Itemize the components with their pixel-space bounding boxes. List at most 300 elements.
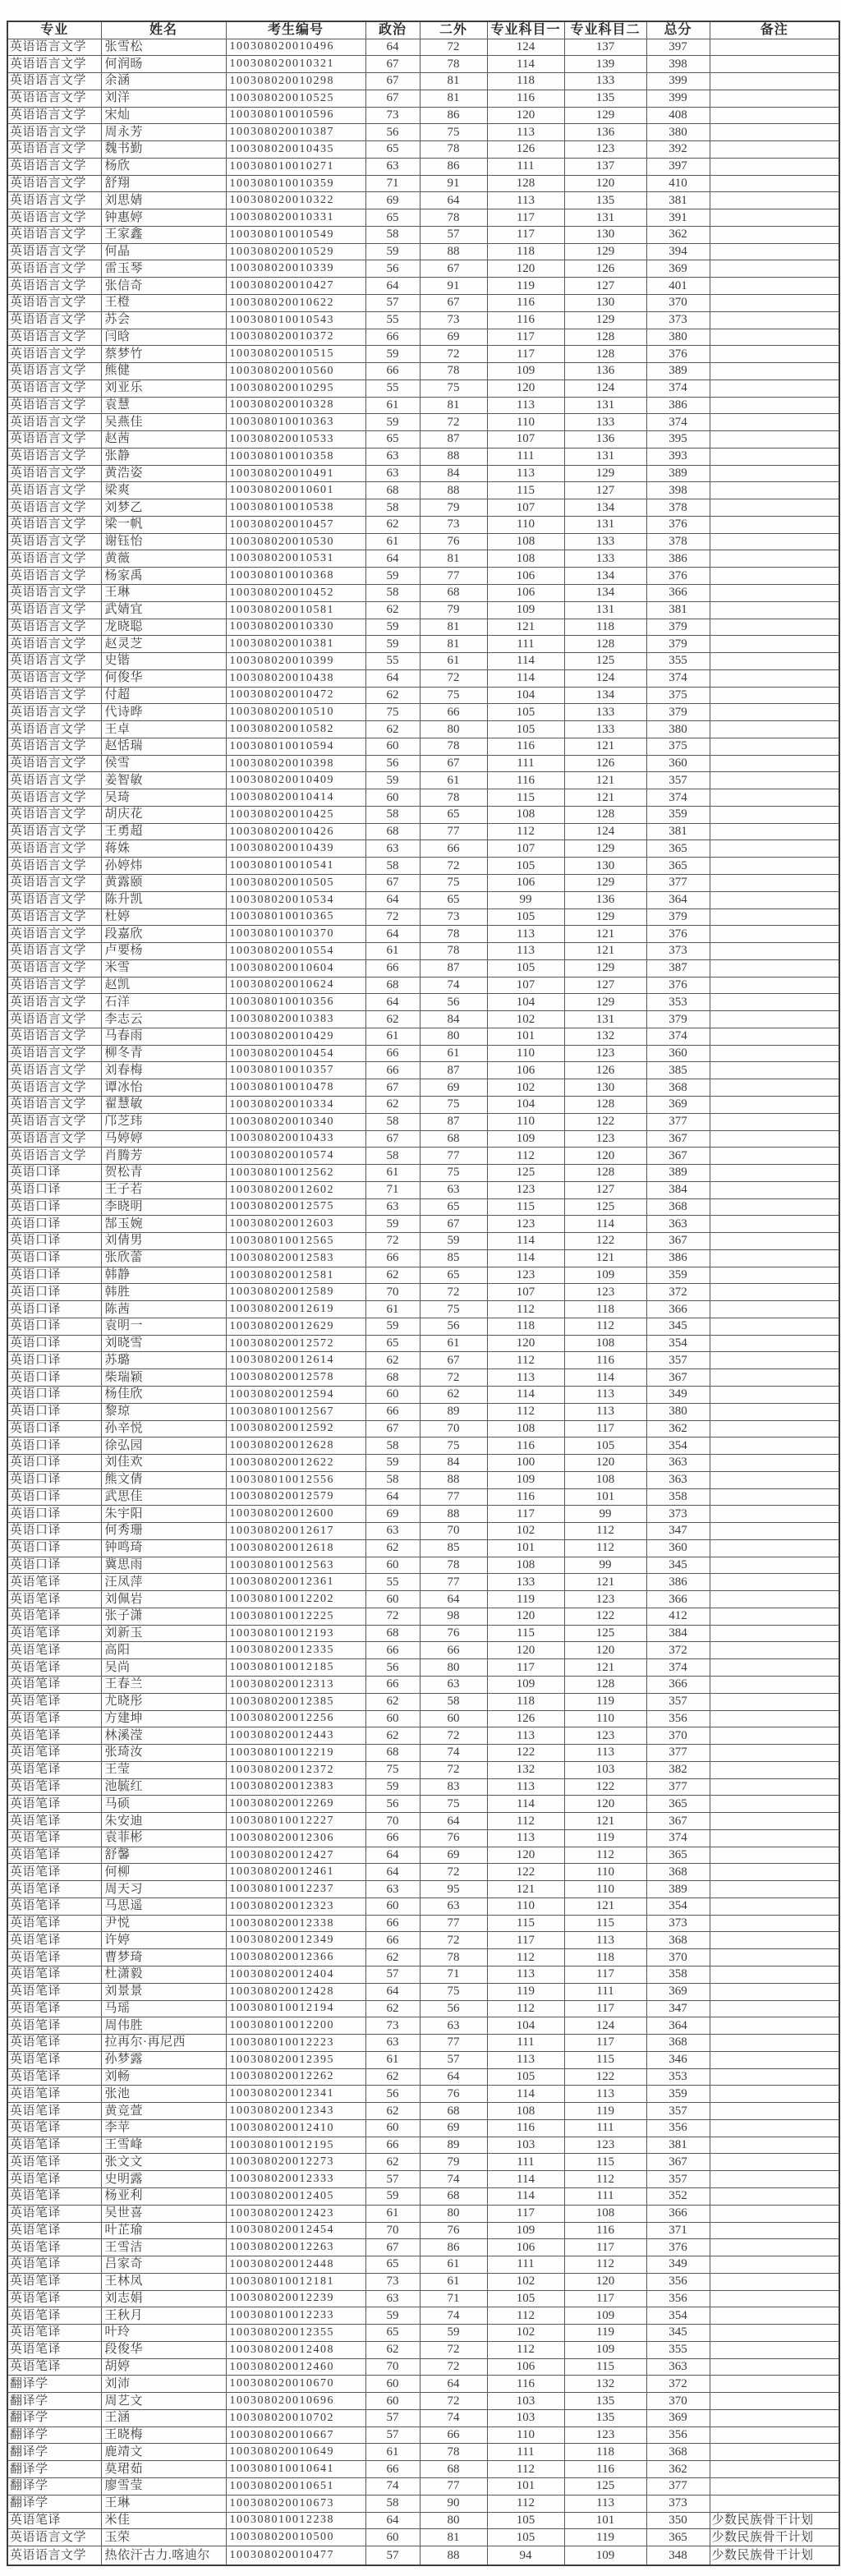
cell-politics: 72 xyxy=(365,908,420,926)
cell-major: 英语笔译 xyxy=(7,2222,101,2239)
cell-remark xyxy=(710,1045,839,1062)
cell-major-subject-1: 105 xyxy=(487,959,564,977)
cell-major-subject-2: 134 xyxy=(564,499,646,517)
cell-politics: 68 xyxy=(365,1369,420,1387)
cell-major-subject-2: 128 xyxy=(564,1096,646,1113)
cell-total: 372 xyxy=(646,2376,710,2393)
cell-candidate-id: 100308020012385 xyxy=(226,1693,365,1710)
cell-major-subject-2: 131 xyxy=(564,209,646,227)
cell-remark xyxy=(710,1352,839,1369)
cell-candidate-id: 100308020010534 xyxy=(226,891,365,908)
cell-name: 杜潇毅 xyxy=(101,1966,226,1984)
cell-second-foreign-language: 72 xyxy=(420,2358,487,2376)
cell-second-foreign-language: 63 xyxy=(420,1898,487,1915)
cell-candidate-id: 100308020010622 xyxy=(226,294,365,311)
cell-second-foreign-language: 76 xyxy=(420,533,487,550)
table-row xyxy=(7,243,839,260)
cell-name: 张文文 xyxy=(101,2154,226,2171)
cell-second-foreign-language: 66 xyxy=(420,840,487,858)
cell-major-subject-1: 111 xyxy=(487,2035,564,2052)
cell-major: 翻译学 xyxy=(7,2461,101,2478)
cell-name: 卢要杨 xyxy=(101,943,226,960)
cell-total: 349 xyxy=(646,2256,710,2274)
cell-major-subject-1: 112 xyxy=(487,2307,564,2325)
cell-major: 英语口译 xyxy=(7,1455,101,1472)
cell-second-foreign-language: 74 xyxy=(420,977,487,994)
cell-second-foreign-language: 73 xyxy=(420,908,487,926)
cell-name: 刘沛 xyxy=(101,2376,226,2393)
cell-politics: 59 xyxy=(365,2307,420,2325)
table-row xyxy=(7,1591,839,1608)
table-row xyxy=(7,1455,839,1472)
cell-name: 王莹 xyxy=(101,1761,226,1778)
cell-major-subject-1: 112 xyxy=(487,2461,564,2478)
cell-politics: 60 xyxy=(365,2119,420,2137)
cell-candidate-id: 100308020012594 xyxy=(226,1386,365,1403)
cell-candidate-id: 100308010012238 xyxy=(226,2512,365,2529)
cell-second-foreign-language: 78 xyxy=(420,926,487,943)
cell-total: 365 xyxy=(646,2529,710,2546)
cell-candidate-id: 100308020010387 xyxy=(226,124,365,141)
cell-major-subject-2: 122 xyxy=(564,1233,646,1250)
cell-candidate-id: 100308020010491 xyxy=(226,465,365,482)
cell-major-subject-1: 110 xyxy=(487,2426,564,2444)
cell-major-subject-1: 113 xyxy=(487,1778,564,1796)
cell-politics: 66 xyxy=(365,1932,420,1949)
cell-name: 刘佩岩 xyxy=(101,1591,226,1608)
cell-remark xyxy=(710,311,839,329)
cell-name: 王卓 xyxy=(101,721,226,738)
cell-remark xyxy=(710,1335,839,1352)
cell-major-subject-1: 105 xyxy=(487,2512,564,2529)
cell-second-foreign-language: 98 xyxy=(420,1608,487,1625)
cell-major-subject-1: 100 xyxy=(487,1455,564,1472)
cell-second-foreign-language: 78 xyxy=(420,2444,487,2461)
table-row xyxy=(7,943,839,960)
cell-politics: 71 xyxy=(365,175,420,192)
table-row xyxy=(7,2119,839,2137)
cell-candidate-id: 100308020012581 xyxy=(226,1267,365,1284)
cell-major-subject-2: 121 xyxy=(564,1249,646,1267)
cell-major-subject-2: 119 xyxy=(564,2325,646,2342)
cell-second-foreign-language: 63 xyxy=(420,2017,487,2035)
cell-candidate-id: 100308010012556 xyxy=(226,1471,365,1488)
cell-major: 英语笔译 xyxy=(7,2171,101,2188)
cell-second-foreign-language: 80 xyxy=(420,2512,487,2529)
cell-second-foreign-language: 89 xyxy=(420,1403,487,1420)
table-row xyxy=(7,2017,839,2035)
cell-total: 365 xyxy=(646,1847,710,1864)
cell-candidate-id: 100308020010331 xyxy=(226,209,365,227)
cell-candidate-id: 100308010010356 xyxy=(226,994,365,1011)
cell-major-subject-1: 99 xyxy=(487,891,564,908)
cell-major-subject-2: 113 xyxy=(564,1403,646,1420)
cell-name: 周永芳 xyxy=(101,124,226,141)
cell-name: 王子若 xyxy=(101,1181,226,1198)
cell-major: 英语语言文学 xyxy=(7,329,101,346)
table-row xyxy=(7,2171,839,2188)
cell-major-subject-1: 133 xyxy=(487,1574,564,1591)
cell-name: 王橙 xyxy=(101,294,226,311)
cell-major-subject-1: 106 xyxy=(487,568,564,585)
cell-second-foreign-language: 59 xyxy=(420,1233,487,1250)
cell-remark xyxy=(710,243,839,260)
table-row xyxy=(7,1813,839,1830)
cell-major-subject-1: 118 xyxy=(487,1693,564,1710)
cell-major-subject-2: 123 xyxy=(564,1284,646,1301)
table-row xyxy=(7,1420,839,1438)
cell-candidate-id: 100308020010429 xyxy=(226,1028,365,1045)
cell-politics: 63 xyxy=(365,465,420,482)
cell-candidate-id: 100308020012239 xyxy=(226,2290,365,2307)
cell-total: 369 xyxy=(646,2409,710,2426)
cell-major-subject-1: 116 xyxy=(487,2376,564,2393)
cell-remark xyxy=(710,414,839,431)
cell-major-subject-2: 128 xyxy=(564,1677,646,1694)
cell-total: 410 xyxy=(646,175,710,192)
cell-major-subject-1: 111 xyxy=(487,448,564,465)
cell-second-foreign-language: 61 xyxy=(420,772,487,789)
cell-candidate-id: 100308010010357 xyxy=(226,1062,365,1079)
cell-second-foreign-language: 76 xyxy=(420,1829,487,1847)
cell-total: 360 xyxy=(646,1045,710,1062)
cell-name: 史明露 xyxy=(101,2171,226,2188)
cell-candidate-id: 100308010012563 xyxy=(226,1557,365,1574)
cell-major-subject-2: 131 xyxy=(564,601,646,619)
cell-name: 杨家禹 xyxy=(101,568,226,585)
cell-politics: 58 xyxy=(365,1438,420,1455)
cell-name: 拉再尔·再尼西 xyxy=(101,2035,226,2052)
cell-remark xyxy=(710,1881,839,1898)
cell-major-subject-1: 111 xyxy=(487,2444,564,2461)
table-row xyxy=(7,2273,839,2290)
cell-second-foreign-language: 61 xyxy=(420,2256,487,2274)
cell-second-foreign-language: 69 xyxy=(420,329,487,346)
cell-second-foreign-language: 80 xyxy=(420,1659,487,1677)
cell-total: 357 xyxy=(646,2171,710,2188)
cell-total: 372 xyxy=(646,1642,710,1659)
cell-major: 英语语言文学 xyxy=(7,499,101,517)
cell-politics: 62 xyxy=(365,2154,420,2171)
cell-remark xyxy=(710,1249,839,1267)
cell-major-subject-1: 115 xyxy=(487,1915,564,1932)
cell-major-subject-2: 117 xyxy=(564,2000,646,2017)
cell-major-subject-2: 123 xyxy=(564,1045,646,1062)
cell-name: 池毓红 xyxy=(101,1778,226,1796)
cell-second-foreign-language: 77 xyxy=(420,1488,487,1506)
cell-name: 赵凯 xyxy=(101,977,226,994)
cell-second-foreign-language: 57 xyxy=(420,226,487,243)
cell-name: 闫晗 xyxy=(101,329,226,346)
cell-second-foreign-language: 75 xyxy=(420,1301,487,1318)
cell-total: 377 xyxy=(646,2477,710,2495)
cell-remark xyxy=(710,669,839,687)
cell-major-subject-2: 125 xyxy=(564,2477,646,2495)
cell-second-foreign-language: 86 xyxy=(420,158,487,175)
cell-major-subject-1: 110 xyxy=(487,1045,564,1062)
table-row xyxy=(7,601,839,619)
cell-major-subject-2: 127 xyxy=(564,278,646,295)
cell-remark xyxy=(710,1761,839,1778)
cell-total: 399 xyxy=(646,73,710,90)
cell-major-subject-1: 114 xyxy=(487,669,564,687)
cell-remark xyxy=(710,2000,839,2017)
cell-second-foreign-language: 63 xyxy=(420,1181,487,1198)
cell-major: 英语语言文学 xyxy=(7,1148,101,1165)
cell-major-subject-2: 118 xyxy=(564,2444,646,2461)
cell-total: 378 xyxy=(646,533,710,550)
cell-second-foreign-language: 78 xyxy=(420,141,487,159)
cell-major: 英语笔译 xyxy=(7,1949,101,1966)
cell-major-subject-1: 111 xyxy=(487,2154,564,2171)
cell-major: 翻译学 xyxy=(7,2426,101,2444)
cell-second-foreign-language: 74 xyxy=(420,2171,487,2188)
cell-major-subject-2: 113 xyxy=(564,1745,646,1762)
cell-politics: 65 xyxy=(365,2325,420,2342)
cell-candidate-id: 100308020012614 xyxy=(226,1352,365,1369)
cell-second-foreign-language: 68 xyxy=(420,2103,487,2120)
cell-politics: 55 xyxy=(365,380,420,397)
cell-remark xyxy=(710,1557,839,1574)
cell-major: 英语语言文学 xyxy=(7,516,101,533)
cell-politics: 61 xyxy=(365,533,420,550)
cell-name: 杨亚利 xyxy=(101,2187,226,2205)
cell-name: 黎琼 xyxy=(101,1403,226,1420)
cell-total: 380 xyxy=(646,721,710,738)
cell-major: 英语语言文学 xyxy=(7,721,101,738)
cell-major: 英语笔译 xyxy=(7,2017,101,2035)
table-row xyxy=(7,1335,839,1352)
cell-total: 366 xyxy=(646,2205,710,2222)
cell-major-subject-1: 114 xyxy=(487,56,564,73)
cell-candidate-id: 100308010012565 xyxy=(226,1233,365,1250)
cell-major-subject-1: 102 xyxy=(487,2325,564,2342)
cell-remark xyxy=(710,704,839,721)
cell-total: 367 xyxy=(646,1369,710,1387)
cell-politics: 73 xyxy=(365,2017,420,2035)
cell-major-subject-2: 112 xyxy=(564,2256,646,2274)
table-row xyxy=(7,465,839,482)
cell-remark xyxy=(710,2477,839,2495)
cell-major-subject-1: 116 xyxy=(487,738,564,755)
cell-politics: 66 xyxy=(365,959,420,977)
cell-politics: 64 xyxy=(365,891,420,908)
cell-major-subject-2: 118 xyxy=(564,1949,646,1966)
cell-remark xyxy=(710,2051,839,2068)
cell-politics: 66 xyxy=(365,1403,420,1420)
cell-second-foreign-language: 72 xyxy=(420,1727,487,1745)
cell-name: 柳冬青 xyxy=(101,1045,226,1062)
cell-major-subject-2: 111 xyxy=(564,2187,646,2205)
cell-politics: 59 xyxy=(365,772,420,789)
cell-total: 368 xyxy=(646,1198,710,1216)
cell-remark xyxy=(710,789,839,807)
cell-candidate-id: 100308020010531 xyxy=(226,550,365,568)
cell-total: 366 xyxy=(646,585,710,602)
column-header-remark: 备注 xyxy=(710,21,839,39)
cell-second-foreign-language: 79 xyxy=(420,2154,487,2171)
cell-remark xyxy=(710,1318,839,1335)
cell-major-subject-2: 131 xyxy=(564,397,646,414)
cell-major-subject-1: 114 xyxy=(487,2086,564,2103)
cell-politics: 63 xyxy=(365,2035,420,2052)
cell-major: 英语口译 xyxy=(7,1557,101,1574)
header-row xyxy=(7,21,839,39)
cell-remark xyxy=(710,601,839,619)
cell-major-subject-2: 117 xyxy=(564,2290,646,2307)
table-row xyxy=(7,1557,839,1574)
cell-name: 黄露颐 xyxy=(101,875,226,892)
cell-major: 英语笔译 xyxy=(7,1898,101,1915)
cell-politics: 58 xyxy=(365,858,420,875)
cell-politics: 66 xyxy=(365,2137,420,2154)
cell-name: 李晓明 xyxy=(101,1198,226,1216)
cell-candidate-id: 100308020012372 xyxy=(226,1761,365,1778)
cell-major: 英语口译 xyxy=(7,1386,101,1403)
cell-name: 胡庆花 xyxy=(101,806,226,823)
cell-major-subject-1: 117 xyxy=(487,209,564,227)
cell-major-subject-2: 129 xyxy=(564,107,646,124)
cell-candidate-id: 100308020010339 xyxy=(226,260,365,278)
cell-second-foreign-language: 75 xyxy=(420,380,487,397)
cell-major-subject-2: 129 xyxy=(564,311,646,329)
cell-total: 381 xyxy=(646,192,710,209)
cell-second-foreign-language: 80 xyxy=(420,2205,487,2222)
cell-name: 周伟胜 xyxy=(101,2017,226,2035)
cell-major: 英语语言文学 xyxy=(7,959,101,977)
table-row xyxy=(7,2222,839,2239)
cell-second-foreign-language: 75 xyxy=(420,875,487,892)
cell-major: 英语口译 xyxy=(7,1249,101,1267)
cell-major-subject-1: 122 xyxy=(487,1864,564,1881)
cell-candidate-id: 100308020010454 xyxy=(226,1045,365,1062)
cell-name: 胡婷 xyxy=(101,2358,226,2376)
cell-remark xyxy=(710,687,839,704)
cell-major-subject-2: 112 xyxy=(564,1539,646,1557)
cell-major-subject-2: 135 xyxy=(564,90,646,107)
cell-major: 英语语言文学 xyxy=(7,294,101,311)
cell-candidate-id: 100308020010651 xyxy=(226,2477,365,2495)
cell-second-foreign-language: 87 xyxy=(420,959,487,977)
table-row xyxy=(7,2444,839,2461)
cell-total: 381 xyxy=(646,601,710,619)
cell-candidate-id: 100308020012579 xyxy=(226,1488,365,1506)
cell-remark xyxy=(710,1677,839,1694)
cell-major-subject-1: 123 xyxy=(487,1267,564,1284)
cell-major-subject-1: 103 xyxy=(487,2393,564,2410)
cell-major-subject-2: 120 xyxy=(564,1796,646,1813)
cell-major: 英语笔译 xyxy=(7,2119,101,2137)
cell-major: 翻译学 xyxy=(7,2444,101,2461)
cell-remark xyxy=(710,2341,839,2358)
cell-remark xyxy=(710,482,839,499)
cell-name: 刘景景 xyxy=(101,1983,226,2000)
cell-total: 353 xyxy=(646,2068,710,2086)
table-row xyxy=(7,2187,839,2205)
cell-remark xyxy=(710,2017,839,2035)
cell-candidate-id: 100308020012263 xyxy=(226,2239,365,2256)
cell-candidate-id: 100308010012194 xyxy=(226,2000,365,2017)
cell-major-subject-1: 117 xyxy=(487,2205,564,2222)
table-row xyxy=(7,499,839,517)
cell-major: 英语口译 xyxy=(7,1301,101,1318)
cell-major-subject-1: 105 xyxy=(487,858,564,875)
cell-candidate-id: 100308010010541 xyxy=(226,858,365,875)
cell-politics: 65 xyxy=(365,1335,420,1352)
cell-total: 358 xyxy=(646,1488,710,1506)
cell-second-foreign-language: 78 xyxy=(420,209,487,227)
cell-major-subject-1: 104 xyxy=(487,994,564,1011)
cell-remark xyxy=(710,2290,839,2307)
cell-second-foreign-language: 81 xyxy=(420,636,487,653)
table-row xyxy=(7,1506,839,1523)
cell-politics: 66 xyxy=(365,1829,420,1847)
table-row xyxy=(7,1949,839,1966)
cell-name: 孙辛悦 xyxy=(101,1420,226,1438)
cell-candidate-id: 100308010012219 xyxy=(226,1745,365,1762)
cell-total: 363 xyxy=(646,1216,710,1233)
cell-candidate-id: 100308010012185 xyxy=(226,1659,365,1677)
table-row xyxy=(7,1130,839,1148)
cell-major-subject-2: 130 xyxy=(564,226,646,243)
cell-politics: 69 xyxy=(365,1506,420,1523)
cell-second-foreign-language: 88 xyxy=(420,243,487,260)
cell-total: 401 xyxy=(646,278,710,295)
cell-remark xyxy=(710,926,839,943)
cell-candidate-id: 100308020012349 xyxy=(226,1932,365,1949)
cell-politics: 64 xyxy=(365,1847,420,1864)
cell-name: 蔡梦竹 xyxy=(101,346,226,363)
cell-major-subject-2: 133 xyxy=(564,721,646,738)
cell-politics: 57 xyxy=(365,2546,420,2565)
cell-major-subject-2: 122 xyxy=(564,2068,646,2086)
cell-major-subject-1: 104 xyxy=(487,1096,564,1113)
cell-remark xyxy=(710,1915,839,1932)
cell-second-foreign-language: 81 xyxy=(420,2529,487,2546)
cell-name: 何柳 xyxy=(101,1864,226,1881)
table-row xyxy=(7,1761,839,1778)
cell-major: 英语语言文学 xyxy=(7,260,101,278)
cell-major-subject-1: 112 xyxy=(487,1301,564,1318)
cell-candidate-id: 100308020010673 xyxy=(226,2495,365,2512)
cell-major-subject-2: 99 xyxy=(564,1506,646,1523)
cell-major-subject-1: 101 xyxy=(487,2477,564,2495)
cell-major: 英语口译 xyxy=(7,1438,101,1455)
cell-major: 英语口译 xyxy=(7,1420,101,1438)
cell-major-subject-1: 121 xyxy=(487,619,564,636)
cell-name: 刘亚乐 xyxy=(101,380,226,397)
table-row xyxy=(7,1369,839,1387)
cell-remark xyxy=(710,858,839,875)
table-row xyxy=(7,1642,839,1659)
cell-major-subject-1: 105 xyxy=(487,2068,564,2086)
cell-total: 356 xyxy=(646,1710,710,1727)
cell-second-foreign-language: 66 xyxy=(420,2426,487,2444)
cell-politics: 68 xyxy=(365,1625,420,1642)
cell-candidate-id: 100308020012338 xyxy=(226,1915,365,1932)
cell-total: 385 xyxy=(646,1062,710,1079)
cell-candidate-id: 100308020012622 xyxy=(226,1455,365,1472)
cell-remark xyxy=(710,2325,839,2342)
cell-major-subject-1: 109 xyxy=(487,1471,564,1488)
cell-major-subject-1: 113 xyxy=(487,192,564,209)
cell-politics: 60 xyxy=(365,2529,420,2546)
cell-major: 英语笔译 xyxy=(7,1932,101,1949)
cell-major-subject-2: 114 xyxy=(564,1216,646,1233)
table-row xyxy=(7,772,839,789)
cell-total: 363 xyxy=(646,1471,710,1488)
cell-second-foreign-language: 78 xyxy=(420,789,487,807)
